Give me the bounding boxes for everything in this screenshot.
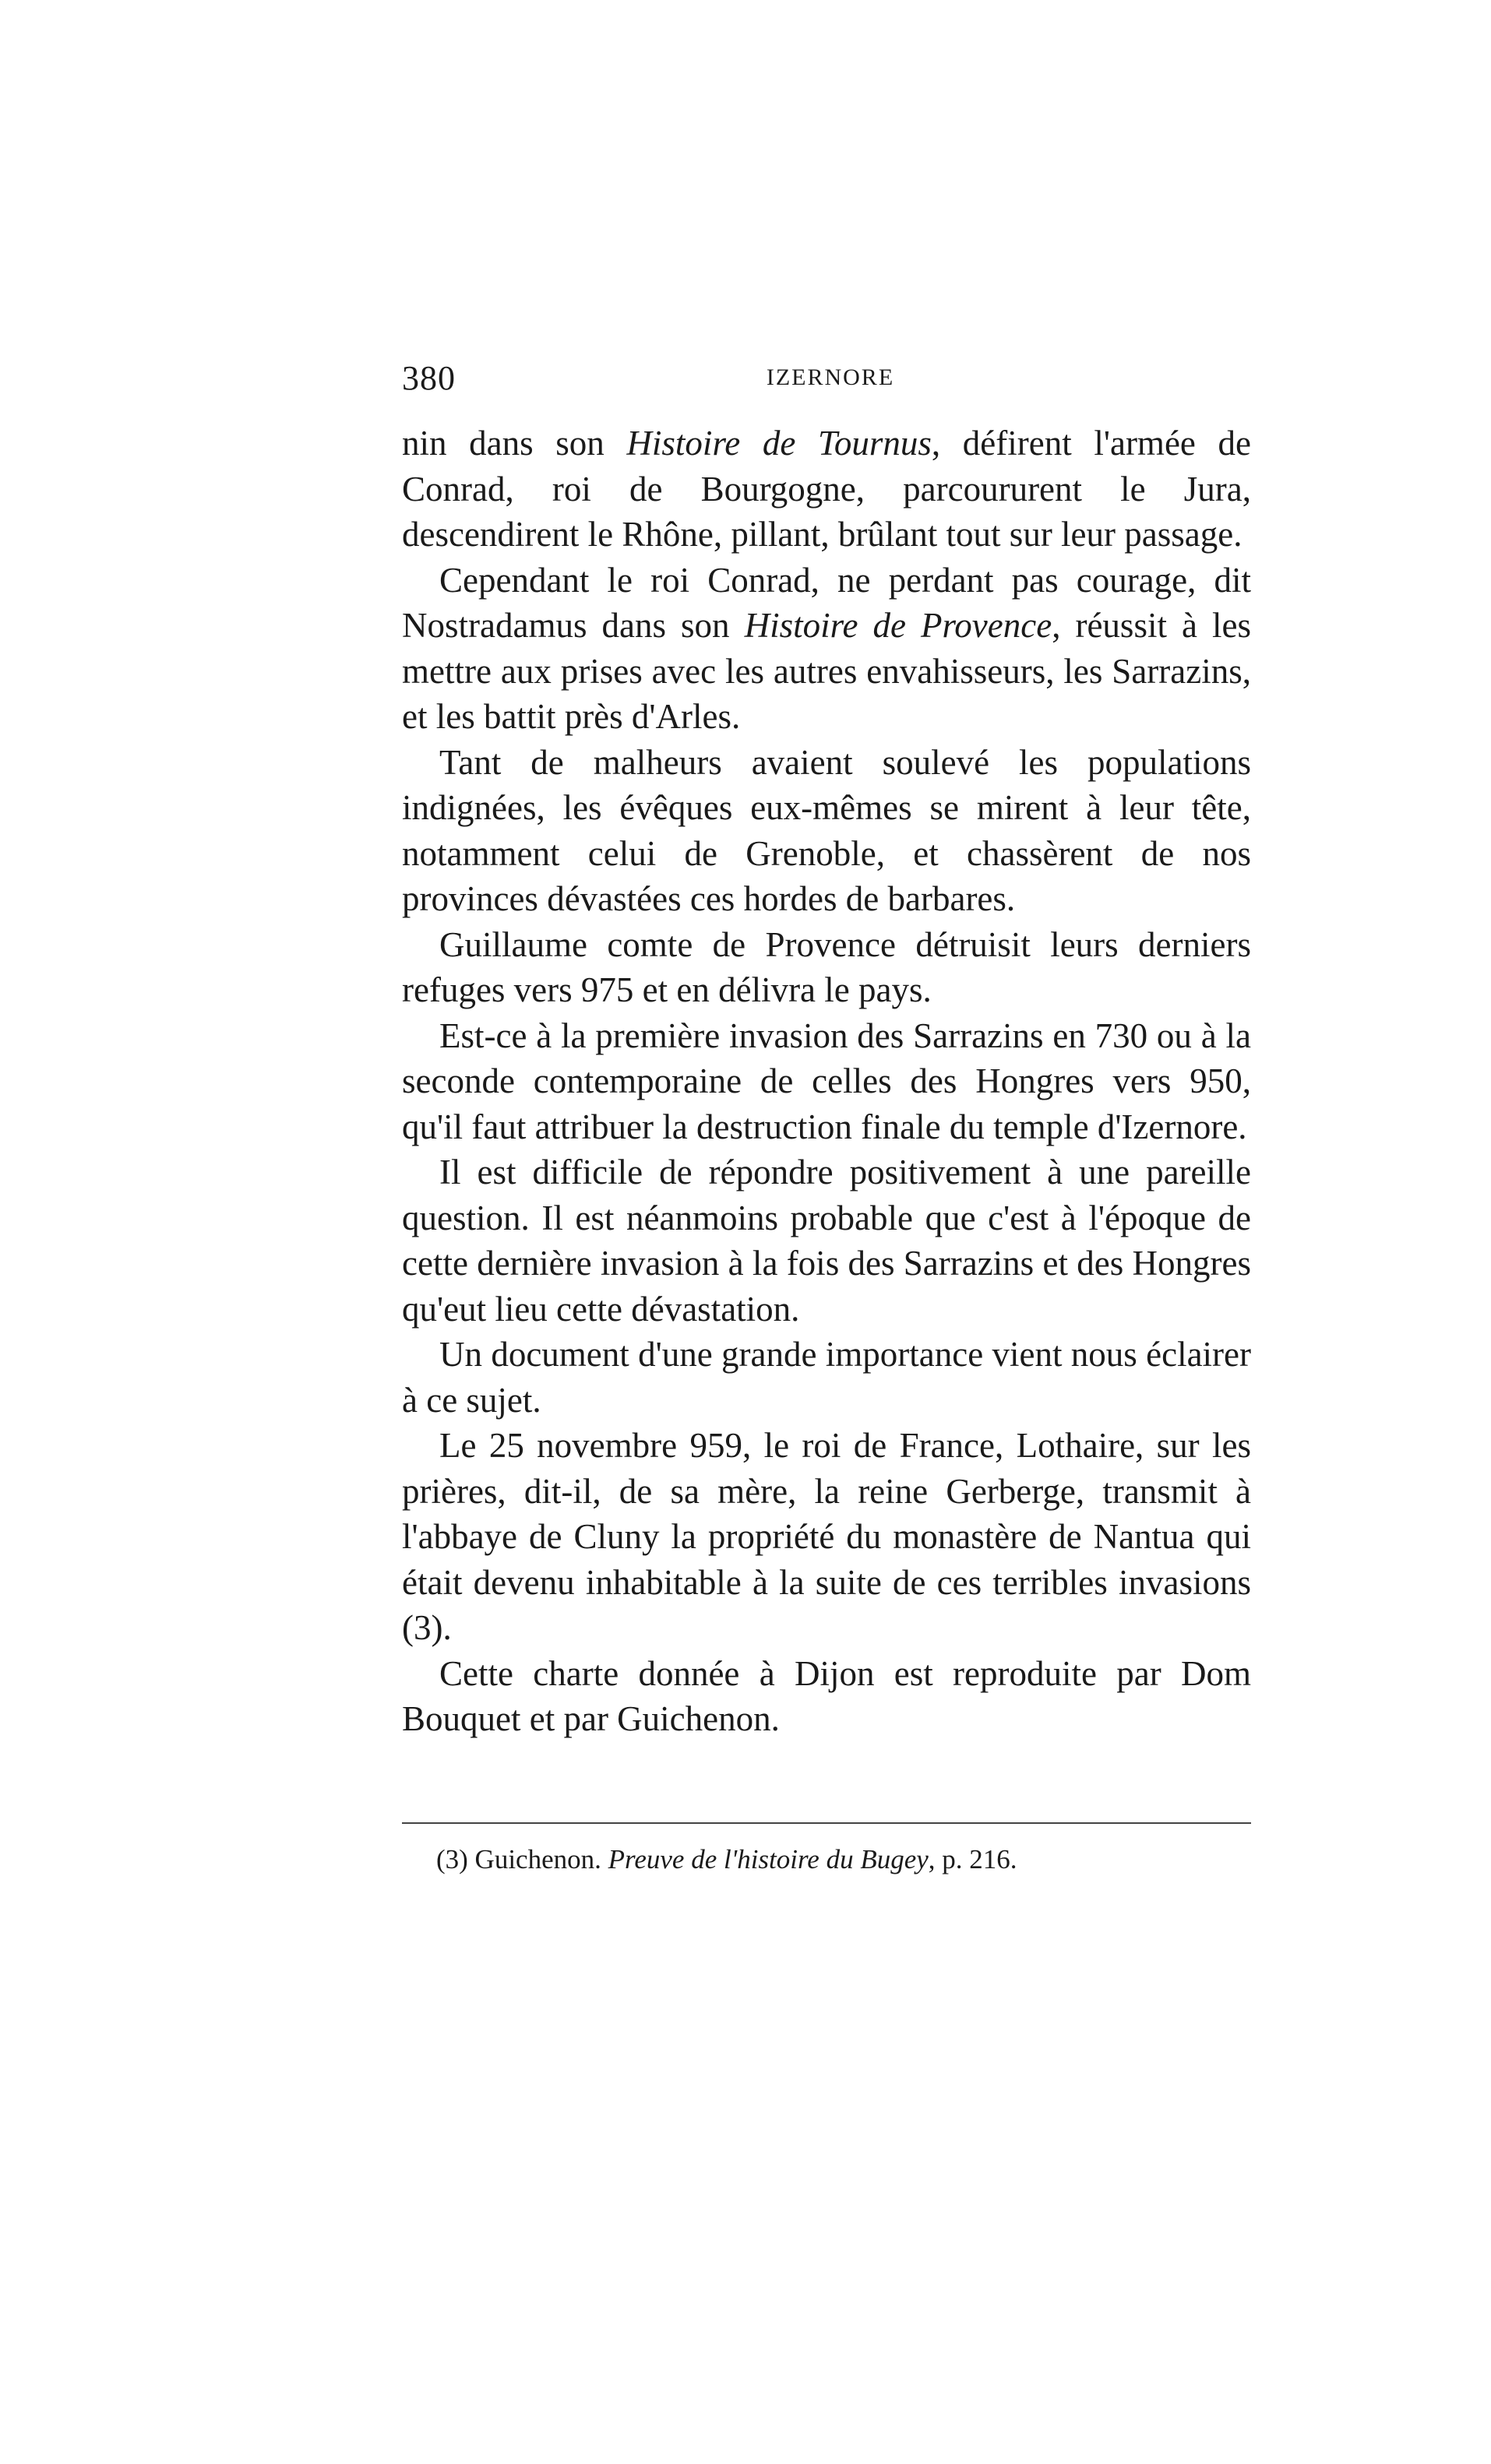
paragraph <box>402 1423 1251 1651</box>
paragraph <box>402 1332 1251 1423</box>
footnote-rule <box>402 1822 1251 1824</box>
text-run: Tant de malheurs avaient soulevé les populations indignées, les évêques eux-mêmes se mirent à leur tête, notamment celui de Grenoble, et chassèrent de nos provinces dévastées ces hordes de barbares. <box>402 742 1251 918</box>
text-run: nin dans son <box>402 424 627 463</box>
paragraph <box>402 558 1251 740</box>
paragraph <box>402 1013 1251 1150</box>
page-header <box>402 358 1259 405</box>
body-text <box>402 421 1251 1742</box>
paragraph <box>402 421 1251 558</box>
paragraph <box>402 922 1251 1013</box>
text-run: Cette charte donnée à Dijon est reproduite par Dom Bouquet et par Guichenon. <box>402 1653 1251 1738</box>
paragraph <box>402 1651 1251 1742</box>
text-run: , p. 216. <box>928 1844 1017 1874</box>
italic-title: Preuve de l'histoire du Bugey <box>608 1844 929 1874</box>
text-run: Cependant le roi Conrad, ne perdant pas courage, dit Nostradamus dans son <box>402 560 1251 645</box>
footnote <box>436 1843 1246 1877</box>
text-run: , défirent l'armée de Conrad, roi de Bourgogne, parcoururent le Jura, descendirent le Rhône, pillant, brûlant tout sur leur passage. <box>402 424 1251 554</box>
text-run: Un document d'une grande importance vient nous éclairer à ce sujet. <box>402 1335 1251 1420</box>
text-run: (3) Guichenon. <box>436 1844 608 1874</box>
text-run: Le 25 novembre 959, le roi de France, Lothaire, sur les prières, dit-il, de sa mère, la reine Gerberge, transmit à l'abbaye de Cluny la propriété du monastère de Nantua qui était devenu inhabitable à la suite de ces terribles invasions (3). <box>402 1426 1251 1647</box>
text-run: , réussit à les mettre aux prises avec les autres envahisseurs, les Sarrazins, et les battit près d'Arles. <box>402 606 1251 736</box>
paragraph <box>402 740 1251 922</box>
text-run: Guillaume comte de Provence détruisit leurs derniers refuges vers 975 et en délivra le pays. <box>402 924 1251 1009</box>
italic-title: Histoire de Tournus <box>626 424 932 463</box>
running-head: IZERNORE <box>766 364 895 390</box>
italic-title: Histoire de Provence <box>744 606 1052 645</box>
paragraph <box>402 1149 1251 1332</box>
page-number: 380 <box>402 359 456 397</box>
text-run: Il est difficile de répondre positivement à une pareille question. Il est néanmoins probable que c'est à l'époque de cette dernière invasion à la fois des Sarrazins et des Hongres qu'eut lieu cette dévastation. <box>402 1153 1251 1329</box>
text-run: Est-ce à la première invasion des Sarrazins en 730 ou à la seconde contemporaine de celles des Hongres vers 950, qu'il faut attribuer la destruction finale du temple d'Izernore. <box>402 1016 1251 1146</box>
